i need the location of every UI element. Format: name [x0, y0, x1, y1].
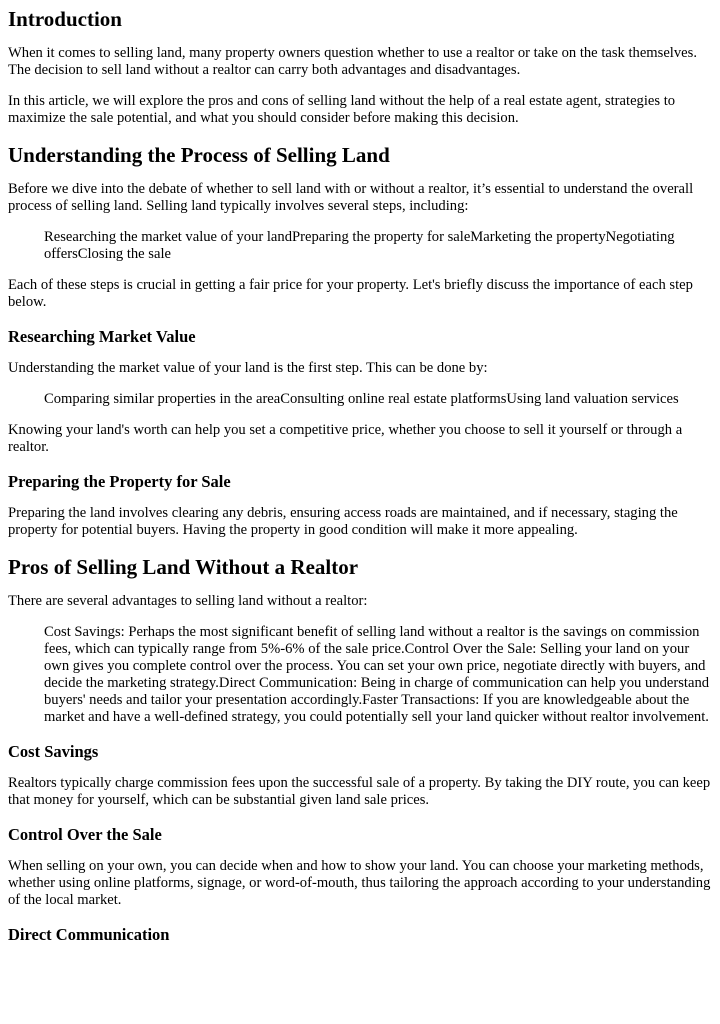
paragraph-research-2: Knowing your land's worth can help you set a competitive price, whether you choose to sell it yourself or through a realtor.: [8, 422, 683, 455]
list-process-steps: Researching the market value of your landPreparing the property for saleMarketing the propertyNegotiating offersClosing the sale: [44, 229, 675, 262]
paragraph-control: When selling on your own, you can decide when and how to show your land. You can choose your marketing methods, whether using online platforms, signage, or word-of-mouth, thus tailoring the approach according to your understanding of the local market.: [8, 858, 711, 908]
paragraph-intro-2: In this article, we will explore the pros and cons of selling land without the help of a real estate agent, strategies to maximize the sale potential, and what you should consider before making this decision.: [8, 93, 676, 126]
heading-introduction: Introduction: [8, 7, 122, 31]
heading-prepare: Preparing the Property for Sale: [8, 472, 231, 491]
heading-pros: Pros of Selling Land Without a Realtor: [8, 555, 359, 579]
heading-research: Researching Market Value: [8, 327, 196, 346]
paragraph-pros: There are several advantages to selling land without a realtor:: [8, 593, 368, 609]
list-research-methods: Comparing similar properties in the areaConsulting online real estate platformsUsing land valuation services: [44, 391, 679, 407]
heading-process: Understanding the Process of Selling Land: [8, 143, 390, 167]
paragraph-research-1: Understanding the market value of your land is the first step. This can be done by:: [8, 360, 488, 376]
article: [0, 7, 720, 944]
paragraph-prepare: Preparing the land involves clearing any debris, ensuring access roads are maintained, and if necessary, staging the property for potential buyers. Having the property in good condition will make it more appealing.: [8, 505, 678, 538]
paragraph-process-1: Before we dive into the debate of whether to sell land with or without a realtor, it’s essential to understand the overall process of selling land. Selling land typically involves several steps, including:: [8, 181, 694, 214]
heading-direct-communication: Direct Communication: [8, 925, 170, 944]
paragraph-cost-savings: Realtors typically charge commission fees upon the successful sale of a property. By taking the DIY route, you can keep that money for yourself, which can be substantial given land sale prices.: [8, 775, 711, 808]
paragraph-intro-1: When it comes to selling land, many property owners question whether to use a realtor or take on the task themselves. The decision to sell land without a realtor can carry both advantages and disadvantages.: [8, 45, 697, 78]
list-pros: Cost Savings: Perhaps the most significant benefit of selling land without a realtor is the savings on commission fees, which can typically range from 5%-6% of the sale price.Control Over the Sale: Selling your land on your own gives you complete control over the process. You can set your own price, negotiate directly with buyers, and decide the marketing strategy.Direct Communication: Being in charge of communication can help you understand buyers' needs and tailor your presentation accordingly.Faster Transactions: If you are knowledgeable about the market and have a well-defined strategy, you could potentially sell your land quicker without realtor involvement.: [44, 624, 710, 725]
heading-cost-savings: Cost Savings: [8, 742, 99, 761]
paragraph-process-2: Each of these steps is crucial in getting a fair price for your property. Let's briefly discuss the importance of each step below.: [8, 277, 693, 310]
heading-control: Control Over the Sale: [8, 825, 162, 844]
